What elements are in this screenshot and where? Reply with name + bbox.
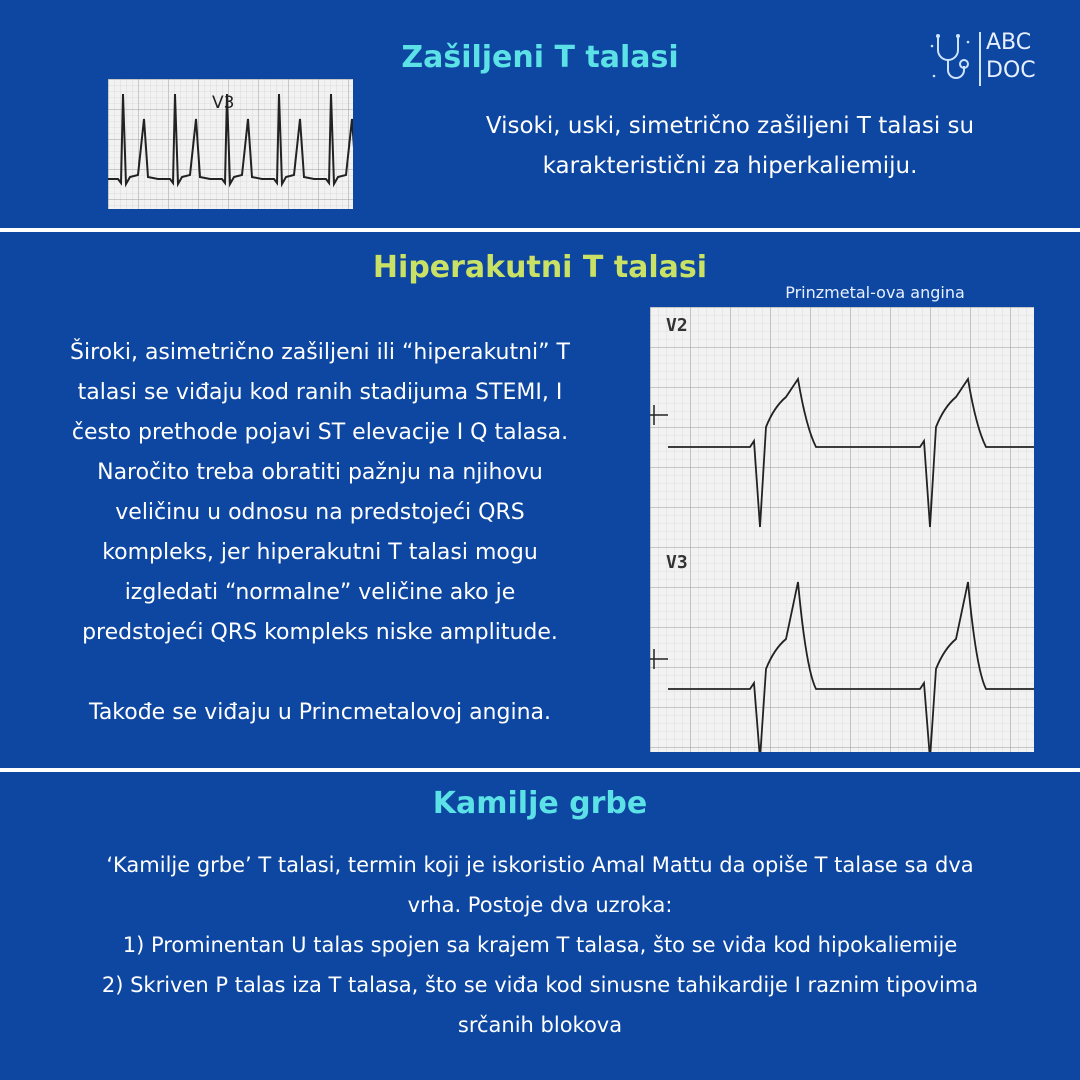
section2-text-line: kompleks, jer hiperakutni T talasi mogu [102,540,538,565]
section3-text-line: vrha. Postoje dva uzroka: [407,893,673,917]
section2-text-line: talasi se viđaju kod ranih stadijuma STEMI, I [77,380,563,405]
ecg-peaked-t-image [108,79,353,209]
section2-text-line: predstojeći QRS kompleks niske amplitude. [82,620,558,645]
section1-text-line: karakteristični za hiperkaliemiju. [542,153,918,179]
section3-text-line: srčanih blokova [457,1013,623,1037]
divider-1 [0,228,1080,232]
section2-text [20,333,620,733]
section2-text-line: često prethode pojavi ST elevacije I Q talasa. [71,420,569,445]
section3-text-line: 1) Prominentan U talas spojen sa krajem T talasa, što se viđa kod hipokaliemije [122,933,958,957]
section1-text [400,106,1060,186]
section3-text-line: ‘Kamilje grbe’ T talasi, termin koji je iskoristio Amal Mattu da opiše T talase sa dva [106,853,974,877]
section2-text-line: Naročito treba obratiti pažnju na njihovu [97,460,543,485]
section3-title: Kamilje grbe [432,786,648,821]
section1-title: Zašiljeni T talasi [401,40,679,75]
logo [928,30,1038,90]
ecg-lead-label-v2: V2 [666,315,688,336]
ecg-hyperacute-t-image [650,307,1034,752]
section2-title: Hiperakutni T talasi [372,250,708,285]
section1-text-line: Visoki, uski, simetrično zašiljeni T talasi su [485,113,975,139]
divider-2 [0,768,1080,772]
logo-text-doc: DOC [986,58,1036,83]
section2-text-line: veličinu u odnosu na predstojeći QRS [115,500,525,525]
section2-extra-line: Takođe se viđaju u Princmetalovoj angina. [89,700,551,725]
stethoscope-icon [928,32,974,88]
ecg-lead-label-v3: V3 [666,552,688,573]
ecg-caption: Prinzmetal-ova angina [785,283,965,302]
section2-text-line: Široki, asimetrično zašiljeni ili “hiperakutni” T [70,340,570,365]
section2-text-line: izgledati “normalne” veličine ako je [124,580,516,605]
logo-text-abc: ABC [986,30,1032,55]
ecg-lead-label: V3 [212,93,235,113]
section3-text-line: 2) Skriven P talas iza T talasa, što se viđa kod sinusne tahikardije I raznim tipovima [101,973,979,997]
section3-text [0,845,1080,1045]
